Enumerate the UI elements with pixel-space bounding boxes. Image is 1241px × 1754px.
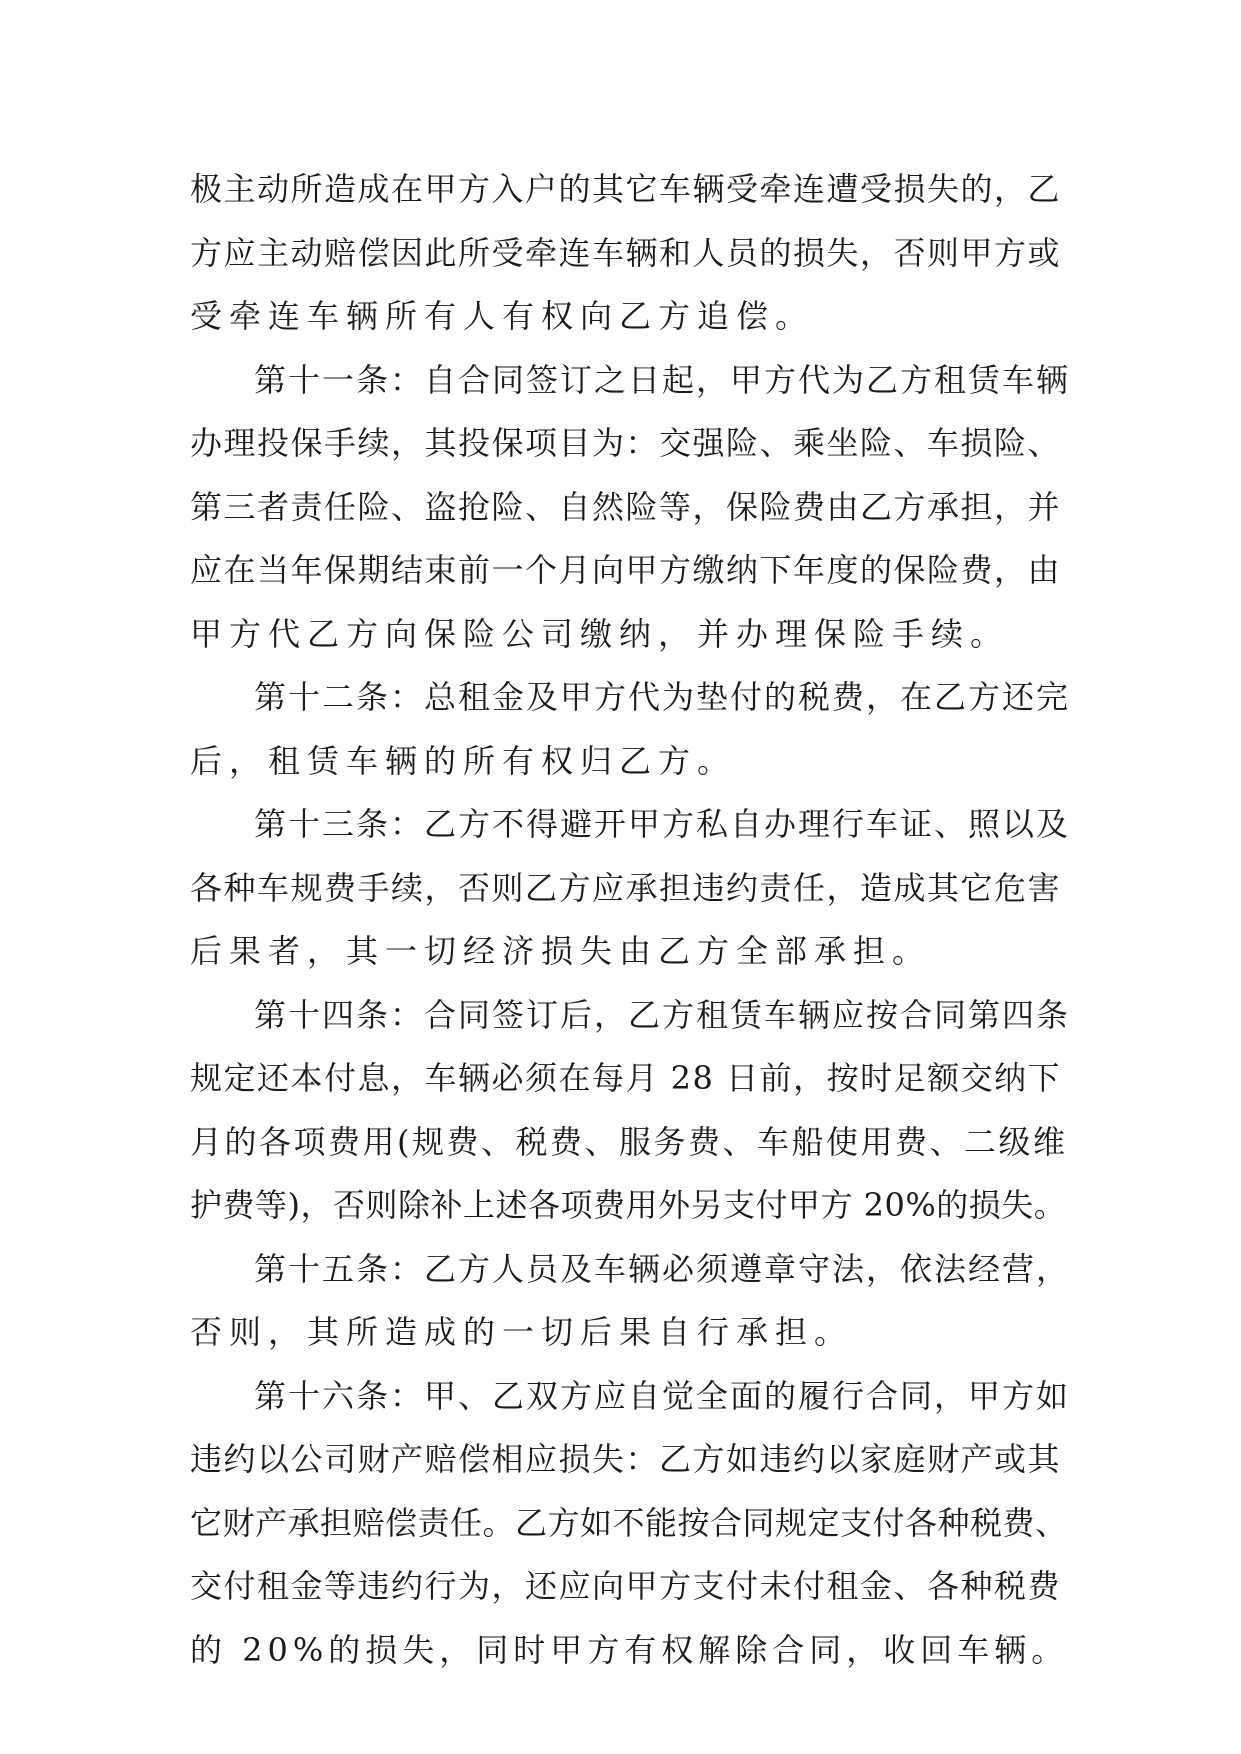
- paragraph-article-12: [190, 666, 1070, 793]
- text-line: 第十三条：乙方不得避开甲方私自办理行车证、照以及: [254, 805, 1071, 843]
- text-line: 极主动所造成在甲方入户的其它车辆受牵连遭受损失的，乙: [190, 170, 1062, 208]
- text-line: 第十五条：乙方人员及车辆必须遵章守法，依法经营，: [254, 1249, 1071, 1288]
- text-line: 第十一条：自合同签订之日起，甲方代为乙方租赁车辆: [254, 360, 1071, 399]
- text-line: 办理投保手续，其投保项目为：交强险、乘坐险、车损险、: [190, 424, 1062, 462]
- text-line: 第三者责任险、盗抢险、自然险等，保险费由乙方承担，并: [190, 487, 1062, 526]
- paragraph-article-11: [190, 349, 1070, 667]
- text-line: 受牵连车辆所有人有权向乙方追偿。: [190, 297, 815, 335]
- text-line: 护费等)，否则除补上述各项费用外另支付甲方 20%的损失。: [190, 1186, 1067, 1224]
- text-line: 应在当年保期结束前一个月向甲方缴纳下年度的保险费，由: [190, 551, 1062, 589]
- paragraph-article-16: [190, 1365, 1070, 1683]
- text-line: 违约以公司财产赔偿相应损失：乙方如违约以家庭财产或其: [190, 1440, 1062, 1478]
- paragraph-continuation: [190, 158, 1070, 349]
- text-line: 第十二条：总租金及甲方代为垫付的税费，在乙方还完: [254, 678, 1071, 716]
- text-line: 第十四条：合同签订后，乙方租赁车辆应按合同第四条: [254, 995, 1071, 1034]
- text-line: 后，租赁车辆的所有权归乙方。: [190, 741, 737, 780]
- text-line: 交付租金等违约行为，还应向甲方支付未付租金、各种税费: [190, 1567, 1062, 1605]
- text-line: 月的各项费用(规费、税费、服务费、车船使用费、二级维: [190, 1122, 1068, 1161]
- text-line: 第十六条：甲、乙双方应自觉全面的履行合同，甲方如: [254, 1376, 1071, 1415]
- text-line: 甲方代乙方向保险公司缴纳，并办理保险手续。: [190, 614, 1010, 653]
- paragraph-article-13: [190, 793, 1070, 984]
- paragraph-article-15: [190, 1238, 1070, 1365]
- text-line: 方应主动赔偿因此所受牵连车辆和人员的损失，否则甲方或: [190, 233, 1062, 272]
- document-body: [190, 158, 1070, 1682]
- text-line: 规定还本付息，车辆必须在每月 28 日前，按时足额交纳下: [190, 1059, 1062, 1097]
- text-line: 它财产承担赔偿责任。乙方如不能按合同规定支付各种税费、: [190, 1503, 1068, 1542]
- text-line: 的 20%的损失，同时甲方有权解除合同，收回车辆。: [190, 1630, 1069, 1669]
- text-line: 各种车规费手续，否则乙方应承担违约责任，造成其它危害: [190, 868, 1062, 907]
- text-line: 否则，其所造成的一切后果自行承担。: [190, 1313, 854, 1351]
- text-line: 后果者，其一切经济损失由乙方全部承担。: [190, 932, 932, 970]
- paragraph-article-14: [190, 984, 1070, 1238]
